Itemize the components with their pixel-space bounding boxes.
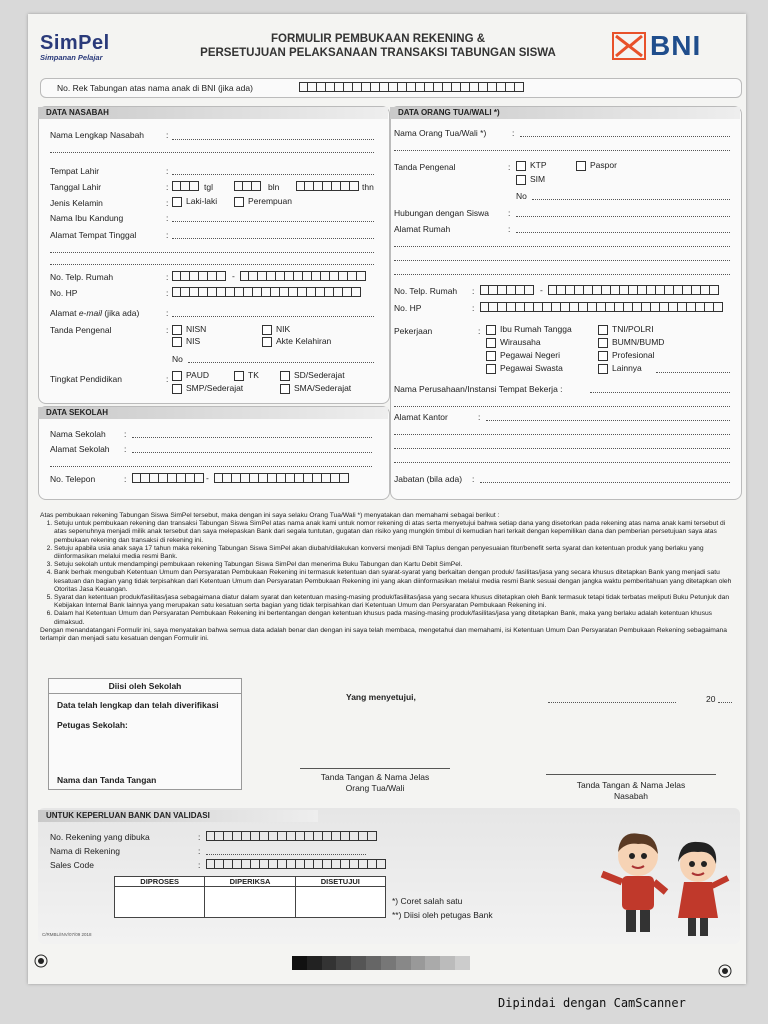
alamat-rumah-label: Alamat Rumah xyxy=(394,224,451,234)
swasta-text: Pegawai Swasta xyxy=(500,363,563,373)
kantor-field-4[interactable] xyxy=(394,462,730,463)
colon: : xyxy=(508,208,511,218)
colon: : xyxy=(166,230,169,240)
thn-label: thn xyxy=(362,182,374,192)
option-tk[interactable] xyxy=(234,370,259,381)
tk-text: TK xyxy=(248,370,259,380)
pengenal-label: Tanda Pengenal xyxy=(50,325,112,335)
bln-label: bln xyxy=(268,182,280,192)
ktp-text: KTP xyxy=(530,160,547,170)
colon: : xyxy=(198,832,201,842)
alamat-sekolah-label: Alamat Sekolah xyxy=(50,444,110,454)
pendidikan-label: Tingkat Pendidikan xyxy=(50,374,122,384)
perusahaan-field[interactable] xyxy=(590,392,730,393)
date-year-field[interactable] xyxy=(718,702,732,703)
bni-logo xyxy=(612,30,701,62)
telp-rumah-number-boxes[interactable] xyxy=(240,271,366,281)
smp-text: SMP/Sederajat xyxy=(186,383,244,393)
terms-item: 6. Dalam hal Ketentuan Umum dan Persyaratan Pembukaan Rekening ini bertentangan dengan ketentuan khusus pada masing-masing produk/fasilitas/jasa yang ditetapkan Bank, maka yang berlaku adalah ketentuan khusus dimaksud. xyxy=(54,610,732,626)
terms-item: 1. Setuju untuk pembukaan rekening dan transaksi Tabungan Siswa SimPel atas nama anak kami untuk nomor rekening di atas serta menyetujui bahwa setiap dana yang disetorkan pada rekening atas nama anak kami tersebut di atas sepenuhnya menjadi milik anak tersebut dan saya melepaskan Bank dari segala tuntutan, gugatan dan risiko yang mungkin timbul di kemudian hari terkait dengan kepemilikan dana dan pemberian persetujuan saya atas pembukaan rekening dan transaksi di rekening ini. xyxy=(54,520,732,545)
bni-logo-mark-icon xyxy=(612,32,646,60)
pns-text: Pegawai Negeri xyxy=(500,350,561,360)
ortu-signature-label-2: Orang Tua/Wali xyxy=(345,783,405,793)
colon: : xyxy=(166,130,169,140)
perusahaan-field-2[interactable] xyxy=(394,406,730,407)
terms-section xyxy=(40,512,732,643)
colon: : xyxy=(508,224,511,234)
color-calibration-bar xyxy=(292,956,470,970)
pengenal-no-field[interactable] xyxy=(188,362,374,363)
nama-lengkap-label: Nama Lengkap Nasabah xyxy=(50,130,145,140)
school-box-petugas: Petugas Sekolah: xyxy=(57,720,128,730)
ortu-pengenal-no-field[interactable] xyxy=(532,199,730,200)
terms-item: 5. Syarat dan ketentuan produk/fasilitas/jasa sebagaimana diatur dalam syarat dan ketentuan masing-masing produk/fasilitas/jasa yang secara khusus ditetapkan oleh Bank termasuk tetapi tidak terbatas meliputi Buku Petunjuk dan Kebijakan Internal Bank lainnya yang merupakan satu kesatuan serta bagian yang tidak terpisahkan dari Ketentuan Umum dan Persyaratan Pembukaan Rekening ini. xyxy=(54,594,732,610)
tni-text: TNI/POLRI xyxy=(612,324,654,334)
terms-item: 3. Setuju sekolah untuk mendampingi pembukaan rekening Tabungan Siswa SimPel dan menerima Buku Tabungan dan Kartu Debit SimPel. xyxy=(54,561,732,569)
colon: : xyxy=(166,288,169,298)
ortu-signature-label-1: Tanda Tangan & Nama Jelas xyxy=(320,772,430,782)
jenis-kelamin-label: Jenis Kelamin xyxy=(50,198,103,208)
email-label-b: e-mail xyxy=(78,308,102,318)
option-sim[interactable] xyxy=(516,174,545,185)
email-field[interactable] xyxy=(172,316,374,317)
bank-header: UNTUK KEPERLUAN BANK DAN VALIDASI xyxy=(38,810,318,822)
colon: : xyxy=(166,272,169,282)
option-paspor[interactable] xyxy=(576,160,617,171)
colon: : xyxy=(166,325,169,335)
nasabah-signature-line[interactable] xyxy=(546,774,716,775)
date-suffix: 20 xyxy=(706,694,716,704)
alamat-field-3[interactable] xyxy=(50,264,374,265)
tgl-label: tgl xyxy=(204,182,213,192)
validation-table xyxy=(114,876,386,918)
nasabah-panel xyxy=(38,106,390,404)
nama-rekening-field[interactable] xyxy=(206,854,366,855)
option-ktp[interactable] xyxy=(516,160,547,171)
jabatan-field[interactable] xyxy=(480,482,730,483)
option-nis[interactable] xyxy=(172,336,200,347)
nama-ortu-field-2[interactable] xyxy=(394,150,730,151)
hp-boxes[interactable] xyxy=(172,287,361,297)
telepon-sekolah-area-boxes[interactable] xyxy=(132,473,204,483)
nasabah-header: DATA NASABAH xyxy=(38,107,388,119)
option-ibu-rt[interactable] xyxy=(486,324,572,335)
nasabah-signature-label-2: Nasabah xyxy=(613,791,649,801)
nama-lengkap-field-2[interactable] xyxy=(50,152,374,153)
date-place-field[interactable] xyxy=(548,702,676,703)
bumn-text: BUMN/BUMD xyxy=(612,337,665,347)
jabatan-label: Jabatan (bila ada) xyxy=(394,474,463,484)
rek-number-boxes[interactable] xyxy=(299,82,524,92)
validation-col-diperiksa[interactable] xyxy=(205,877,295,917)
colon: : xyxy=(478,412,481,422)
option-nisn[interactable] xyxy=(172,324,206,335)
rek-label: No. Rek Tabungan atas nama anak di BNI (jika ada) xyxy=(57,83,253,93)
colon: : xyxy=(166,374,169,384)
ortu-pengenal-label: Tanda Pengenal xyxy=(394,162,456,172)
telp-rumah-area-boxes[interactable] xyxy=(172,271,226,281)
option-sma[interactable] xyxy=(280,383,351,394)
lainnya-text: Lainnya xyxy=(612,363,642,373)
option-tni[interactable] xyxy=(598,324,654,335)
dash: - xyxy=(232,271,235,281)
validation-col-header: DIPROSES xyxy=(115,877,204,887)
sim-text: SIM xyxy=(530,174,546,184)
ortu-hp-label: No. HP xyxy=(394,303,422,313)
colon: : xyxy=(166,182,169,192)
students-illustration-icon xyxy=(594,826,734,944)
colon: : xyxy=(198,846,201,856)
colon: : xyxy=(124,429,127,439)
telepon-sekolah-number-boxes[interactable] xyxy=(214,473,349,483)
lainnya-field[interactable] xyxy=(656,372,730,373)
sma-text: SMA/Sederajat xyxy=(294,383,352,393)
profesional-text: Profesional xyxy=(612,350,655,360)
sales-code-label: Sales Code xyxy=(50,860,94,870)
note-petugas: **) Diisi oleh petugas Bank xyxy=(392,910,493,920)
alamat-rumah-field-2[interactable] xyxy=(394,246,730,247)
laki-laki-text: Laki-laki xyxy=(186,196,218,206)
form-sheet xyxy=(28,14,746,984)
sales-code-boxes[interactable] xyxy=(206,859,386,869)
ibu-kandung-field[interactable] xyxy=(172,221,374,222)
thn-boxes[interactable] xyxy=(296,181,359,191)
form-title xyxy=(158,32,598,60)
colon: : xyxy=(472,303,475,313)
nama-lengkap-field[interactable] xyxy=(172,139,374,140)
ortu-telp-number-boxes[interactable] xyxy=(548,285,719,295)
ortu-telp-area-boxes[interactable] xyxy=(480,285,534,295)
school-box-ttd: Nama dan Tanda Tangan xyxy=(57,775,157,785)
tempat-lahir-field[interactable] xyxy=(172,174,374,175)
colon: : xyxy=(166,198,169,208)
nama-rekening-label: Nama di Rekening xyxy=(50,846,120,856)
option-akte[interactable] xyxy=(262,336,331,347)
school-box-verified: Data telah lengkap dan telah diverifikasi xyxy=(57,700,219,710)
akte-text: Akte Kelahiran xyxy=(276,336,332,346)
colon: : xyxy=(508,162,511,172)
option-sd[interactable] xyxy=(280,370,345,381)
kantor-label: Alamat Kantor xyxy=(394,412,448,422)
ortu-signature-label xyxy=(300,772,450,794)
option-perempuan[interactable] xyxy=(234,196,292,207)
note-coret: *) Coret salah satu xyxy=(392,896,463,906)
hubungan-field[interactable] xyxy=(516,216,730,217)
option-pns[interactable] xyxy=(486,350,560,361)
nik-text: NIK xyxy=(276,324,291,334)
form-code: C/RMBL/INV/07/09 2018 xyxy=(42,932,92,937)
nasabah-signature-label-1: Tanda Tangan & Nama Jelas xyxy=(576,780,686,790)
tanggal-lahir-label: Tanggal Lahir xyxy=(50,182,102,192)
alamat-rumah-field-4[interactable] xyxy=(394,274,730,275)
paud-text: PAUD xyxy=(186,370,209,380)
option-wirausaha[interactable] xyxy=(486,337,541,348)
colon: : xyxy=(124,474,127,484)
nama-ortu-field[interactable] xyxy=(520,136,730,137)
telepon-sekolah-label: No. Telepon xyxy=(50,474,96,484)
rek-row xyxy=(40,78,742,98)
hubungan-label: Hubungan dengan Siswa xyxy=(394,208,489,218)
email-label xyxy=(50,308,139,318)
email-label-a: Alamat xyxy=(50,308,79,318)
sekolah-header: DATA SEKOLAH xyxy=(38,407,388,419)
colon: : xyxy=(124,444,127,454)
option-nik[interactable] xyxy=(262,324,290,335)
colon: : xyxy=(166,308,169,318)
form-title-line2: PERSETUJUAN PELAKSANAAN TRANSAKSI TABUNGAN SISWA xyxy=(200,47,556,59)
ortu-pengenal-no-label: No xyxy=(516,191,527,201)
paspor-text: Paspor xyxy=(590,160,617,170)
nama-sekolah-field[interactable] xyxy=(132,437,372,438)
colon: : xyxy=(472,286,475,296)
validation-col-diproses[interactable] xyxy=(115,877,205,917)
nasabah-signature-label xyxy=(546,780,716,802)
colon: : xyxy=(478,326,481,336)
kantor-field-3[interactable] xyxy=(394,448,730,449)
terms-item: 4. Bank berhak mengubah Ketentuan Umum dan Persyaratan Pembukaan Rekening ini termasuk ketentuan dan syarat-syarat yang berkaitan dengan produk/ fasilitas/jasa yang secara khusus ditetapkan Bank yang menjadi satu kesatuan dan bagian yang tidak terpisahkan dari Ketentuan Umum dan Persyaratan Pembukaan Rekening ini yang akan diinformasikan melalui media resmi Bank sesuai dengan jangka waktu pemberitahuan yang ditetapkan oleh Otoritas Jasa Keuangan. xyxy=(54,569,732,594)
ibu-rt-text: Ibu Rumah Tangga xyxy=(500,324,572,334)
rek-dibuka-boxes[interactable] xyxy=(206,831,377,841)
alamat-sekolah-field[interactable] xyxy=(132,452,372,453)
pengenal-no-label: No xyxy=(172,354,183,364)
colon: : xyxy=(166,213,169,223)
wirausaha-text: Wirausaha xyxy=(500,337,541,347)
terms-intro: Atas pembukaan rekening Tabungan Siswa SimPel tersebut, maka dengan ini saya selaku Orang Tua/Wali *) menyatakan dan memahami sebagai berikut : xyxy=(40,512,500,519)
dash: - xyxy=(540,285,543,295)
perusahaan-label: Nama Perusahaan/Instansi Tempat Bekerja : xyxy=(394,384,563,394)
nama-sekolah-label: Nama Sekolah xyxy=(50,429,106,439)
validation-col-disetujui[interactable] xyxy=(296,877,385,917)
school-box xyxy=(48,678,242,790)
validation-col-header: DIPERIKSA xyxy=(205,877,294,887)
hp-label: No. HP xyxy=(50,288,78,298)
alamat-field-2[interactable] xyxy=(50,252,374,253)
simpel-logo-sub: Simpanan Pelajar xyxy=(40,53,103,62)
colon: : xyxy=(512,128,515,138)
colon: : xyxy=(198,860,201,870)
alamat-sekolah-field-2[interactable] xyxy=(50,466,372,467)
colon: : xyxy=(472,474,475,484)
scanner-watermark: Dipindai dengan CamScanner xyxy=(498,996,686,1010)
option-profesional[interactable] xyxy=(598,350,655,361)
terms-item: 2. Setuju apabila usia anak saya 17 tahun maka rekening Tabungan Siswa SimPel akan diubah/dilakukan konversi menjadi BNI Taplus dengan penyesuaian fitur/benefit serta syarat dan ketentuan produk yang berlaku yang diinformasikan melalui media resmi Bank. xyxy=(54,545,732,561)
pekerjaan-label: Pekerjaan xyxy=(394,326,433,336)
nis-text: NIS xyxy=(186,336,201,346)
validation-col-header: DISETUJUI xyxy=(296,877,385,887)
alamat-field[interactable] xyxy=(172,238,374,239)
rek-dibuka-label: No. Rekening yang dibuka xyxy=(50,832,150,842)
simpel-logo-text: SimPel xyxy=(40,32,110,54)
ortu-telp-label: No. Telp. Rumah xyxy=(394,286,458,296)
option-bumn[interactable] xyxy=(598,337,664,348)
telp-rumah-label: No. Telp. Rumah xyxy=(50,272,114,282)
form-title-line1: FORMULIR PEMBUKAAN REKENING & xyxy=(270,33,486,45)
tempat-lahir-label: Tempat Lahir xyxy=(50,166,100,176)
bni-logo-text: BNI xyxy=(650,30,702,61)
kantor-field[interactable] xyxy=(486,420,730,421)
terms-closing: Dengan menandatangani Formulir ini, saya menyatakan bahwa semua data adalah benar dan dengan ini saya telah membaca, mengetahui dan memahami, isi Ketentuan Umum Dan Persyaratan Pembukaan Rekening sebagaimana terlampir dan menjadi satu kesatuan dengan Formulir ini. xyxy=(40,626,728,643)
approve-label: Yang menyetujui, xyxy=(346,692,416,702)
dash: - xyxy=(206,473,209,483)
ortu-signature-line[interactable] xyxy=(300,768,450,769)
ibu-kandung-label: Nama Ibu Kandung xyxy=(50,213,124,223)
alamat-rumah-field-3[interactable] xyxy=(394,260,730,261)
option-swasta[interactable] xyxy=(486,363,563,374)
registration-mark-icon xyxy=(34,954,48,968)
option-laki-laki[interactable] xyxy=(172,196,217,207)
school-box-title: Diisi oleh Sekolah xyxy=(49,679,241,694)
registration-mark-icon xyxy=(718,964,732,978)
option-lainnya[interactable] xyxy=(598,363,642,374)
nisn-text: NISN xyxy=(186,324,207,334)
option-paud[interactable] xyxy=(172,370,209,381)
terms-list xyxy=(40,520,732,627)
colon: : xyxy=(166,166,169,176)
simpel-logo xyxy=(40,32,110,62)
kantor-field-2[interactable] xyxy=(394,434,730,435)
ortu-hp-boxes[interactable] xyxy=(480,302,723,312)
bln-boxes[interactable] xyxy=(234,181,261,191)
perempuan-text: Perempuan xyxy=(248,196,292,206)
email-label-c: (jika ada) xyxy=(101,308,140,318)
nama-ortu-label: Nama Orang Tua/Wali *) xyxy=(394,128,487,138)
tgl-boxes[interactable] xyxy=(172,181,199,191)
ortu-header: DATA ORANG TUA/WALI *) xyxy=(390,107,740,119)
alamat-label: Alamat Tempat Tinggal xyxy=(50,230,137,240)
sd-text: SD/Sederajat xyxy=(294,370,345,380)
alamat-rumah-field[interactable] xyxy=(516,232,730,233)
option-smp[interactable] xyxy=(172,383,243,394)
